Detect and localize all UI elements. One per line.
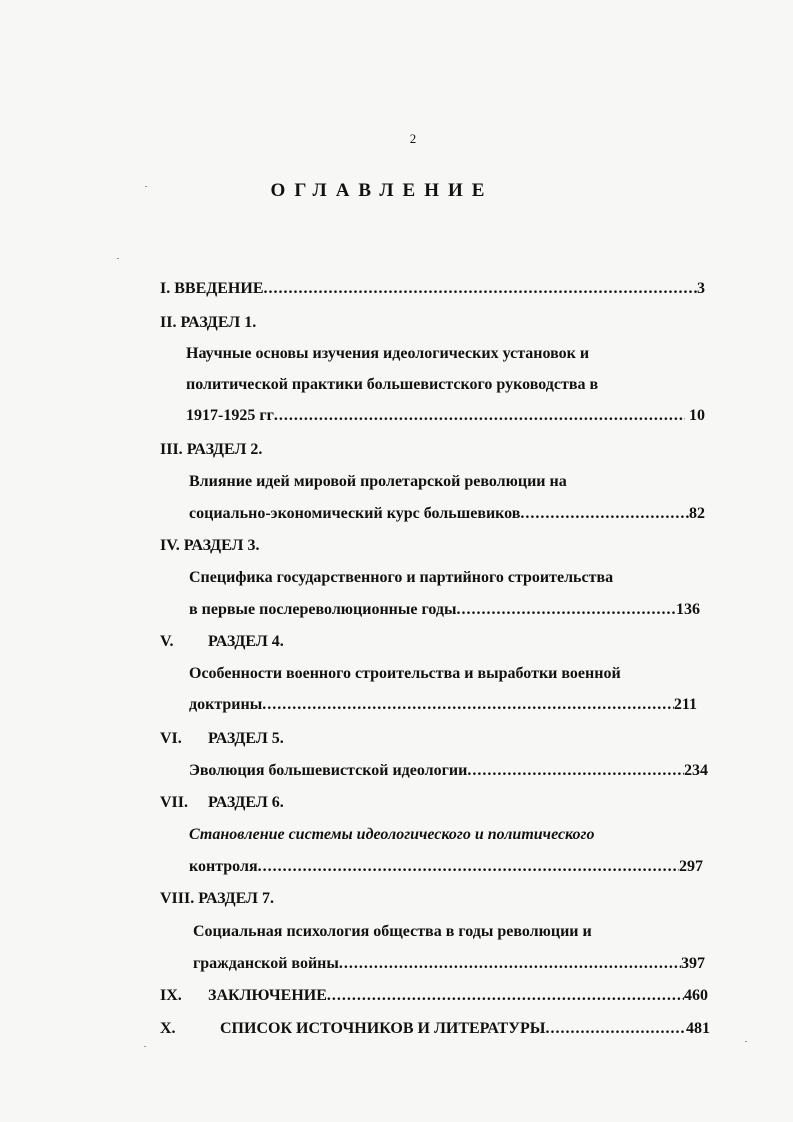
entry-page: 234 xyxy=(684,762,708,779)
dot-leader xyxy=(545,1019,686,1039)
toc-entry-sources[interactable] xyxy=(160,1019,710,1039)
toc-entry-section-2[interactable] xyxy=(189,504,705,524)
entry-heading: РАЗДЕЛ 2. xyxy=(186,441,263,458)
toc-entry-line: Влияние идей мировой пролетарской революции на xyxy=(189,473,567,490)
toc-entry-line: Становление системы идеологического и политического xyxy=(189,826,595,843)
entry-label: ВВЕДЕНИЕ xyxy=(174,280,264,297)
dot-leader xyxy=(264,279,698,299)
entry-heading: РАЗДЕЛ 1. xyxy=(180,314,257,331)
entry-label: социально-экономический курс большевиков xyxy=(189,505,521,522)
dot-leader xyxy=(274,406,685,426)
entry-number: IX. xyxy=(160,987,182,1004)
toc-section-heading-6[interactable] xyxy=(160,793,284,813)
toc-entry-section-3[interactable] xyxy=(189,600,700,620)
dot-leader xyxy=(467,761,684,781)
toc-entry-section-5[interactable] xyxy=(189,761,708,781)
scan-speck xyxy=(145,186,147,187)
entry-label: СПИСОК ИСТОЧНИКОВ И ЛИТЕРАТУРЫ xyxy=(220,1020,546,1037)
entry-heading: РАЗДЕЛ 6. xyxy=(208,794,284,811)
toc-entry-line: Особенности военного строительства и выработки военной xyxy=(189,665,621,682)
entry-page: 136 xyxy=(676,601,700,618)
toc-entry-section-1[interactable] xyxy=(186,406,705,426)
entry-number: VII. xyxy=(160,794,189,811)
toc-section-heading-2[interactable] xyxy=(160,440,262,460)
entry-number: VI. xyxy=(160,730,182,747)
dot-leader xyxy=(456,600,676,620)
entry-page: 397 xyxy=(681,955,705,972)
entry-page: 297 xyxy=(679,858,703,875)
toc-entry-line: Специфика государственного и партийного строительства xyxy=(189,569,614,586)
dot-leader xyxy=(339,954,681,974)
toc-section-heading-5[interactable] xyxy=(160,729,284,749)
toc-entry-intro[interactable] xyxy=(160,279,705,299)
scan-speck xyxy=(745,1041,747,1042)
entry-number: VIII. xyxy=(160,890,195,907)
entry-heading: РАЗДЕЛ 7. xyxy=(198,890,274,907)
toc-entry-conclusion[interactable] xyxy=(160,986,708,1006)
entry-number: IV. xyxy=(160,537,180,554)
toc-entry-section-6[interactable] xyxy=(189,857,703,877)
scan-speck xyxy=(144,1046,146,1047)
toc-entry-section-7[interactable] xyxy=(193,954,705,974)
entry-label: ЗАКЛЮЧЕНИЕ xyxy=(208,987,327,1004)
entry-page: 82 xyxy=(689,505,705,522)
page-number: 2 xyxy=(409,131,417,146)
dot-leader xyxy=(258,857,679,877)
toc-section-heading-4[interactable] xyxy=(160,632,284,652)
toc-entry-line: политической практики большевистского руководства в xyxy=(186,376,599,393)
entry-heading: РАЗДЕЛ 4. xyxy=(208,633,284,650)
entry-label: в первые послереволюционные годы xyxy=(189,601,457,618)
entry-number: III. xyxy=(160,441,183,458)
toc-section-heading-3[interactable] xyxy=(160,536,259,556)
toc-section-heading-7[interactable] xyxy=(160,889,274,909)
entry-number: V. xyxy=(160,633,174,650)
toc-title: ОГЛАВЛЕНИЕ xyxy=(270,180,494,201)
entry-page: 481 xyxy=(686,1020,710,1037)
entry-page: 211 xyxy=(673,696,697,713)
entry-number: I. xyxy=(160,280,171,297)
toc-entry-line: Научные основы изучения идеологических установок и xyxy=(186,345,590,362)
toc-entry-line: Социальная психология общества в годы революции и xyxy=(193,923,592,940)
entry-page: 3 xyxy=(697,280,705,297)
entry-label: доктрины xyxy=(189,696,263,713)
entry-label: гражданской войны xyxy=(193,955,339,972)
entry-number: II. xyxy=(160,314,177,331)
scan-speck xyxy=(117,258,119,259)
entry-label: 1917-1925 гг xyxy=(186,407,274,424)
dot-leader xyxy=(520,504,689,524)
dot-leader xyxy=(327,986,684,1006)
entry-page: 10 xyxy=(689,407,705,424)
entry-heading: РАЗДЕЛ 3. xyxy=(183,537,260,554)
entry-heading: РАЗДЕЛ 5. xyxy=(208,730,284,747)
entry-number: X. xyxy=(160,1020,176,1037)
entry-label: Эволюция большевистской идеологии xyxy=(189,762,468,779)
entry-page: 460 xyxy=(684,987,708,1004)
dot-leader xyxy=(262,695,674,715)
toc-entry-section-4[interactable] xyxy=(189,695,697,715)
entry-label: контроля xyxy=(189,858,258,875)
toc-section-heading-1[interactable] xyxy=(160,313,256,333)
